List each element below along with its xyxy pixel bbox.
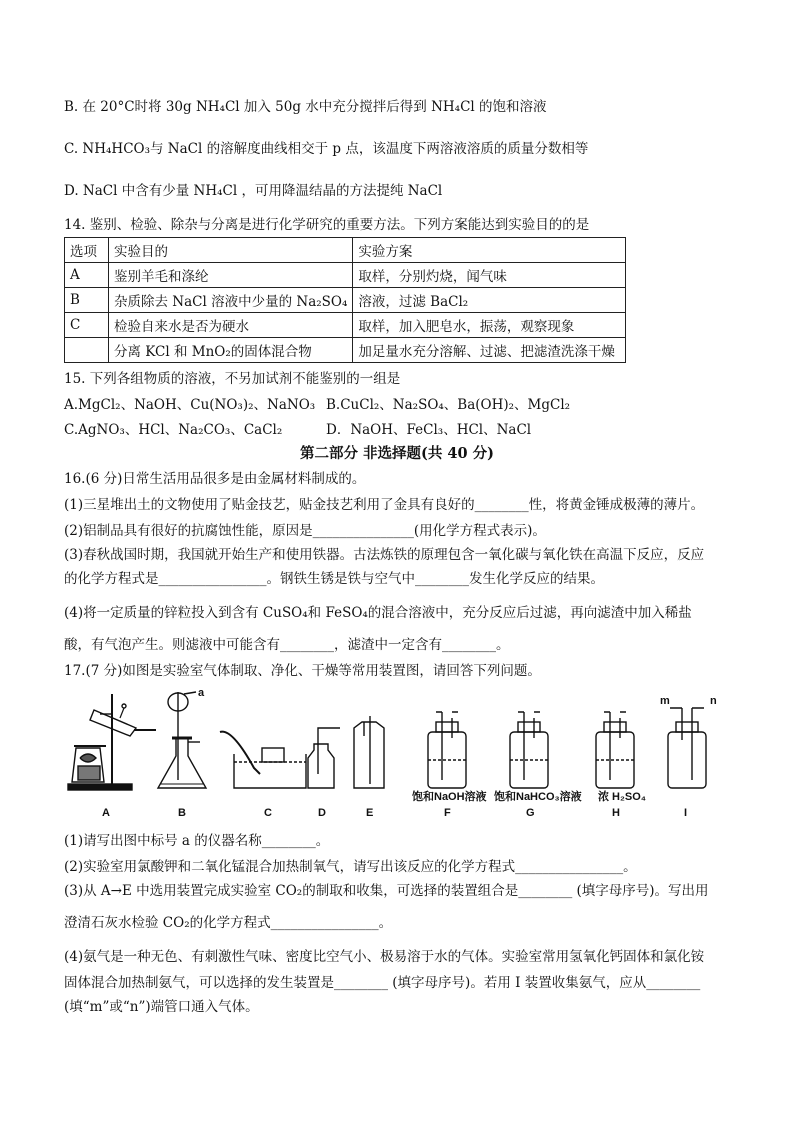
label-g: G — [526, 807, 535, 819]
table-row — [65, 288, 626, 313]
q16-stem: 16.(6 分)日常生活用品很多是由金属材料制成的。 — [64, 471, 366, 487]
label-h-solution: 浓 H₂SO₄ — [598, 791, 647, 803]
table-cell — [65, 338, 109, 363]
q16-part-4-line-2: 酸，有气泡产生。则滤液中可能含有________，滤渣中一定含有________。 — [64, 637, 510, 653]
label-c: C — [264, 807, 272, 819]
q16-part-3-line-2: 的化学方程式是________________。钢铁生锈是铁与空气中________发生化学反应的结果。 — [64, 571, 604, 587]
q17-part-4-line-2: 固体混合加热制氨气，可以选择的发生装置是________ (填字母序号)。若用 I 装置收集氨气，应从________ — [64, 975, 701, 991]
table-row — [65, 338, 626, 363]
apparatus-i — [668, 708, 706, 788]
q16-part-3-line-1: (3)春秋战国时期，我国就开始生产和使用铁器。古法炼铁的原理包含一氧化碳与氧化铁在高温下反应，反应 — [64, 547, 705, 563]
table-row — [65, 238, 626, 263]
label-d: D — [318, 807, 326, 819]
q15-stem: 15. 下列各组物质的溶液，不另加试剂不能鉴别的一组是 — [64, 371, 401, 387]
q15-option-a: A.MgCl₂、NaOH、Cu(NO₃)₂、NaNO₃ — [64, 397, 316, 413]
q17-part-1: (1)请写出图中标号 a 的仪器名称________。 — [64, 833, 330, 849]
table-cell: 取样，加入肥皂水，振荡，观察现象 — [353, 313, 626, 338]
apparatus-f — [428, 712, 466, 788]
table-cell: 实验方案 — [353, 238, 626, 263]
table-cell: 杂质除去 NaCl 溶液中少量的 Na₂SO₄ — [109, 288, 353, 313]
table-cell: B — [65, 288, 109, 313]
label-g-solution: 饱和NaHCO₃溶液 — [494, 791, 582, 803]
table-cell: 实验目的 — [109, 238, 353, 263]
label-e: E — [366, 807, 374, 819]
table-cell: 溶液，过滤 BaCl₂ — [353, 288, 626, 313]
label-f-solution: 饱和NaOH溶液 — [412, 791, 487, 803]
q15-option-d: D．NaOH、FeCl₃、HCl、NaCl — [326, 422, 532, 438]
label-f: F — [444, 807, 451, 819]
label-m: m — [660, 695, 670, 707]
q17-part-3-line-2: 澄清石灰水检验 CO₂的化学方程式________________。 — [64, 915, 393, 931]
label-a: A — [102, 807, 110, 819]
label-b: B — [178, 807, 186, 819]
q16-part-2: (2)铝制品具有很好的抗腐蚀性能，原因是_______________(用化学方程式表示)。 — [64, 523, 546, 539]
label-i: I — [684, 807, 688, 819]
q13-option-c: C. NH₄HCO₃与 NaCl 的溶解度曲线相交于 p 点，该温度下两溶液溶质的质量分数相等 — [64, 141, 589, 157]
q16-part-1: (1)三星堆出土的文物使用了贴金技艺，贴金技艺利用了金具有良好的________性，将黄金锤成极薄的薄片。 — [64, 497, 705, 513]
q17-part-2: (2)实验室用氯酸钾和二氧化锰混合加热制氧气，请写出该反应的化学方程式________________。 — [64, 859, 637, 875]
q17-stem: 17.(7 分)如图是实验室气体制取、净化、干燥等常用装置图，请回答下列问题。 — [64, 663, 541, 679]
apparatus-e — [354, 716, 384, 788]
table-cell: A — [65, 263, 109, 288]
apparatus-b — [158, 692, 206, 788]
label-n: n — [710, 695, 717, 707]
q14-stem: 14. 鉴别、检验、除杂与分离是进行化学研究的重要方法。下列方案能达到实验目的的是 — [64, 217, 590, 233]
table-row — [65, 263, 626, 288]
q15-option-c: C.AgNO₃、HCl、Na₂CO₃、CaCl₂ — [64, 422, 283, 438]
apparatus-h — [596, 712, 634, 788]
part-two-title: 第二部分 非选择题(共 40 分) — [299, 445, 495, 462]
table-cell: C — [65, 313, 109, 338]
table-cell: 鉴别羊毛和涤纶 — [109, 263, 353, 288]
apparatus-c — [220, 732, 306, 788]
table-cell: 检验自来水是否为硬水 — [109, 313, 353, 338]
label-instrument-a: a — [198, 688, 205, 699]
table-cell: 取样，分别灼烧，闻气味 — [353, 263, 626, 288]
table-row — [65, 313, 626, 338]
q13-option-d: D. NaCl 中含有少量 NH₄Cl ，可用降温结晶的方法提纯 NaCl — [64, 183, 443, 199]
q14-table — [64, 237, 626, 363]
table-cell: 加足量水充分溶解、过滤、把滤渣洗涤干燥 — [353, 338, 626, 363]
table-cell: 分离 KCl 和 MnO₂的固体混合物 — [109, 338, 353, 363]
q15-option-b: B.CuCl₂、Na₂SO₄、Ba(OH)₂、MgCl₂ — [326, 397, 571, 413]
q17-part-4-line-3: (填“m”或“n”)端管口通入气体。 — [64, 999, 259, 1015]
label-h: H — [612, 807, 620, 819]
table-cell: 选项 — [65, 238, 109, 263]
q13-option-b: B. 在 20°C时将 30g NH₄Cl 加入 50g 水中充分搅拌后得到 NH₄Cl 的饱和溶液 — [64, 99, 547, 115]
q16-part-4-line-1: (4)将一定质量的锌粒投入到含有 CuSO₄和 FeSO₄的混合溶液中，充分反应后过滤，再向滤渣中加入稀盐 — [64, 605, 692, 621]
apparatus-a — [68, 694, 156, 790]
apparatus-d — [308, 728, 340, 788]
apparatus-diagram — [64, 688, 724, 820]
apparatus-g — [510, 712, 548, 788]
q17-part-4-line-1: (4)氨气是一种无色、有刺激性气味、密度比空气小、极易溶于水的气体。实验室常用氢氧化钙固体和氯化铵 — [64, 949, 705, 965]
q17-part-3-line-1: (3)从 A→E 中选用装置完成实验室 CO₂的制取和收集，可选择的装置组合是________ (填字母序号)。写出用 — [64, 883, 709, 899]
